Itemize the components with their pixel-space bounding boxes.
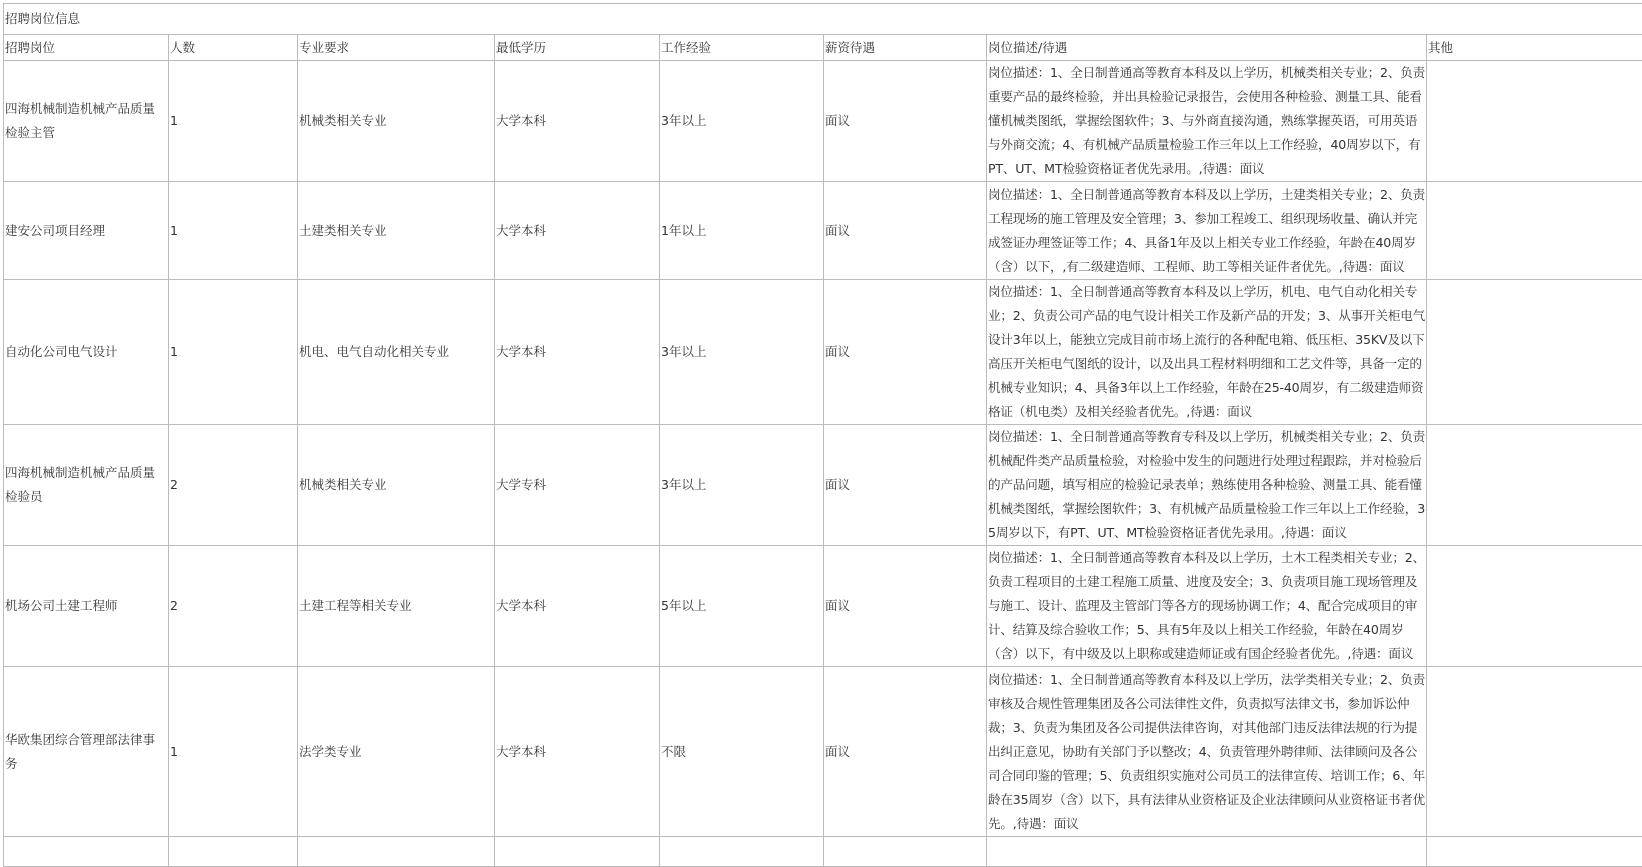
table-row bbox=[4, 280, 1642, 425]
cell-experience: 3年以上 bbox=[660, 425, 824, 546]
table-row bbox=[4, 546, 1642, 667]
cell-salary: 面议 bbox=[824, 546, 987, 667]
cell-experience: 3年以上 bbox=[660, 61, 824, 182]
cell-education: 大学专科 bbox=[495, 425, 660, 546]
cell-other bbox=[1427, 425, 1642, 546]
cell-education: 大学本科 bbox=[495, 61, 660, 182]
empty-cell bbox=[4, 837, 169, 867]
cell-position: 四海机械制造机械产品质量检验主管 bbox=[4, 61, 169, 182]
cell-major: 法学类专业 bbox=[298, 667, 495, 837]
header-position: 招聘岗位 bbox=[4, 35, 169, 61]
cell-other bbox=[1427, 182, 1642, 280]
cell-other bbox=[1427, 61, 1642, 182]
cell-major: 土建类相关专业 bbox=[298, 182, 495, 280]
cell-position: 建安公司项目经理 bbox=[4, 182, 169, 280]
cell-experience: 3年以上 bbox=[660, 280, 824, 425]
header-education: 最低学历 bbox=[495, 35, 660, 61]
cell-salary: 面议 bbox=[824, 61, 987, 182]
cell-other bbox=[1427, 546, 1642, 667]
cell-salary: 面议 bbox=[824, 667, 987, 837]
cell-count: 2 bbox=[169, 546, 298, 667]
empty-cell bbox=[660, 837, 824, 867]
cell-education: 大学本科 bbox=[495, 280, 660, 425]
cell-position: 自动化公司电气设计 bbox=[4, 280, 169, 425]
cell-count: 1 bbox=[169, 667, 298, 837]
table-row bbox=[4, 837, 1642, 867]
cell-position: 四海机械制造机械产品质量检验员 bbox=[4, 425, 169, 546]
cell-salary: 面议 bbox=[824, 182, 987, 280]
table-row bbox=[4, 667, 1642, 837]
cell-description: 岗位描述：1、全日制普通高等教育本科及以上学历，机械类相关专业；2、负责重要产品的最终检验，并出具检验记录报告，会使用各种检验、测量工具、能看懂机械类图纸，掌握绘图软件；3、与外商直接沟通，熟练掌握英语，可用英语与外商交流；4、有机械产品质量检验工作三年以上工作经验，40周岁以下，有PT、UT、MT检验资格证者优先录用。,待遇：面议 bbox=[987, 61, 1427, 182]
header-salary: 薪资待遇 bbox=[824, 35, 987, 61]
recruitment-table bbox=[3, 3, 1642, 867]
cell-experience: 5年以上 bbox=[660, 546, 824, 667]
cell-description: 岗位描述：1、全日制普通高等教育本科及以上学历，土建类相关专业；2、负责工程现场的施工管理及安全管理；3、参加工程竣工、组织现场收量、确认并完成签证办理签证等工作；4、具备1年及以上相关专业工作经验，年龄在40周岁（含）以下，,有二级建造师、工程师、助工等相关证件者优先。,待遇：面议 bbox=[987, 182, 1427, 280]
cell-count: 2 bbox=[169, 425, 298, 546]
empty-cell bbox=[824, 837, 987, 867]
table-header-row bbox=[4, 35, 1642, 61]
empty-cell bbox=[169, 837, 298, 867]
cell-education: 大学本科 bbox=[495, 667, 660, 837]
cell-count: 1 bbox=[169, 280, 298, 425]
table-row bbox=[4, 61, 1642, 182]
cell-salary: 面议 bbox=[824, 280, 987, 425]
cell-other bbox=[1427, 667, 1642, 837]
cell-count: 1 bbox=[169, 182, 298, 280]
cell-education: 大学本科 bbox=[495, 546, 660, 667]
cell-major: 土建工程等相关专业 bbox=[298, 546, 495, 667]
cell-major: 机电、电气自动化相关专业 bbox=[298, 280, 495, 425]
cell-education: 大学本科 bbox=[495, 182, 660, 280]
table-row bbox=[4, 425, 1642, 546]
cell-major: 机械类相关专业 bbox=[298, 61, 495, 182]
cell-position: 机场公司土建工程师 bbox=[4, 546, 169, 667]
cell-salary: 面议 bbox=[824, 425, 987, 546]
cell-major: 机械类相关专业 bbox=[298, 425, 495, 546]
table-row bbox=[4, 182, 1642, 280]
cell-description: 岗位描述：1、全日制普通高等教育专科及以上学历，机械类相关专业；2、负责机械配件类产品质量检验，对检验中发生的问题进行处理过程跟踪，并对检验后的产品问题，填写相应的检验记录表单；熟练使用各种检验、测量工具、能看懂机械类图纸，掌握绘图软件；3、有机械产品质量检验工作三年以上工作经验，35周岁以下，有PT、UT、MT检验资格证者优先录用。,待遇：面议 bbox=[987, 425, 1427, 546]
cell-experience: 1年以上 bbox=[660, 182, 824, 280]
cell-other bbox=[1427, 280, 1642, 425]
cell-experience: 不限 bbox=[660, 667, 824, 837]
empty-cell bbox=[298, 837, 495, 867]
empty-cell bbox=[987, 837, 1427, 867]
empty-cell bbox=[495, 837, 660, 867]
table-title-row bbox=[4, 4, 1642, 35]
table-title: 招聘岗位信息 bbox=[4, 4, 1642, 35]
cell-description: 岗位描述：1、全日制普通高等教育本科及以上学历，法学类相关专业；2、负责审核及合规性管理集团及各公司法律性文件，负责拟写法律文书，参加诉讼仲裁；3、负责为集团及各公司提供法律咨询，对其他部门违反法律法规的行为提出纠正意见，协助有关部门予以整改；4、负责管理外聘律师、法律顾问及各公司合同印鉴的管理；5、负责组织实施对公司员工的法律宣传、培训工作；6、年龄在35周岁（含）以下，具有法律从业资格证及企业法律顾问从业资格证书者优先。,待遇：面议 bbox=[987, 667, 1427, 837]
header-major: 专业要求 bbox=[298, 35, 495, 61]
header-experience: 工作经验 bbox=[660, 35, 824, 61]
empty-cell bbox=[1427, 837, 1642, 867]
header-count: 人数 bbox=[169, 35, 298, 61]
cell-position: 华欧集团综合管理部法律事务 bbox=[4, 667, 169, 837]
cell-description: 岗位描述：1、全日制普通高等教育本科及以上学历，土木工程类相关专业；2、负责工程项目的土建工程施工质量、进度及安全；3、负责项目施工现场管理及与施工、设计、监理及主管部门等各方的现场协调工作；4、配合完成项目的审计、结算及综合验收工作；5、具有5年及以上相关工作经验，年龄在40周岁（含）以下，有中级及以上职称或建造师证或有国企经验者优先。,待遇：面议 bbox=[987, 546, 1427, 667]
header-other: 其他 bbox=[1427, 35, 1642, 61]
cell-description: 岗位描述：1、全日制普通高等教育本科及以上学历，机电、电气自动化相关专业；2、负责公司产品的电气设计相关工作及新产品的开发；3、从事开关柜电气设计3年以上，能独立完成目前市场上流行的各种配电箱、低压柜、35KV及以下高压开关柜电气图纸的设计，以及出具工程材料明细和工艺文件等，具备一定的机械专业知识；4、具备3年以上工作经验，年龄在25-40周岁，有二级建造师资格证（机电类）及相关经验者优先。,待遇：面议 bbox=[987, 280, 1427, 425]
cell-count: 1 bbox=[169, 61, 298, 182]
header-description: 岗位描述/待遇 bbox=[987, 35, 1427, 61]
